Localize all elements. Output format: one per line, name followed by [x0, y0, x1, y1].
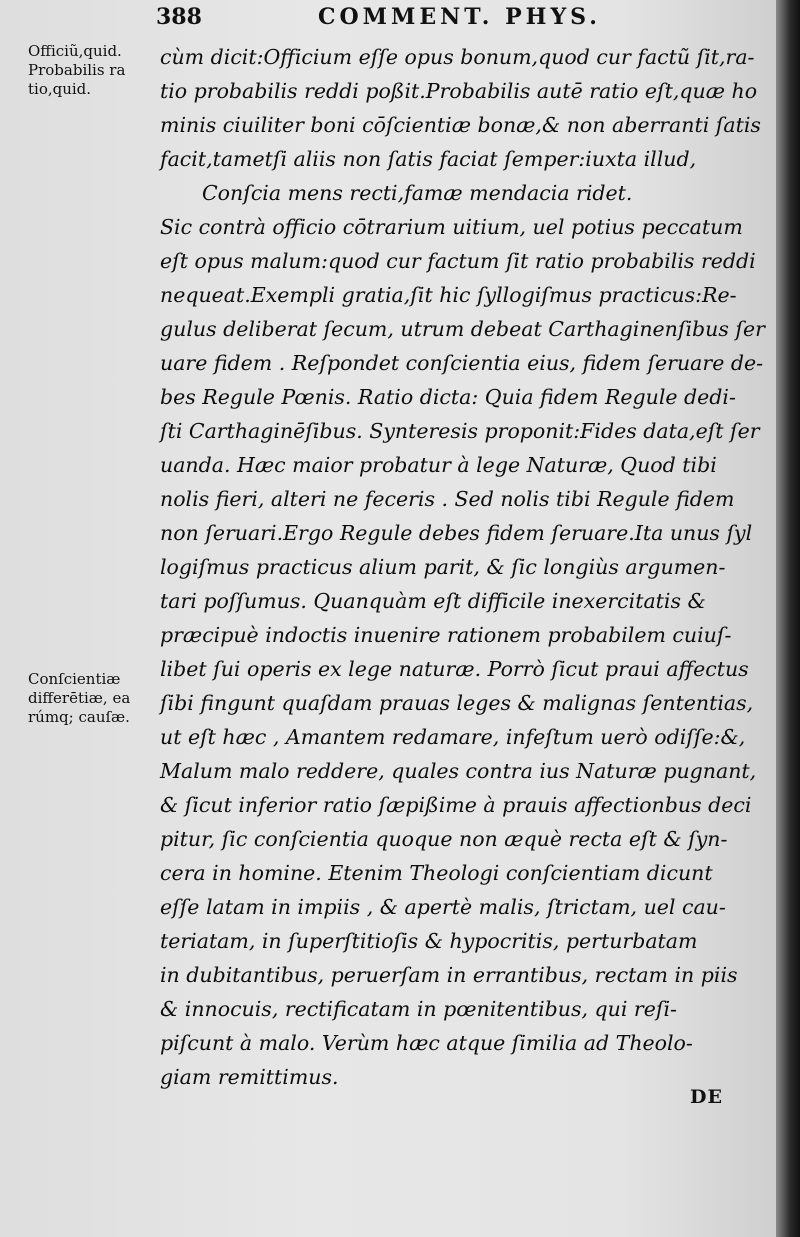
text-line: bes Regule Pœnis. Ratio dicta: Quia fidem Regule dedi-	[160, 385, 736, 409]
text-line: piſcunt à malo. Verùm hæc atque ſimilia ad Theolo-	[160, 1031, 693, 1055]
text-line: pitur, ſic conſcientia quoque non æquè recta eſt & ſyn-	[160, 827, 728, 851]
text-line: uare fidem . Reſpondet conſcientia eius, fidem ſeruare de-	[160, 351, 764, 375]
text-line: teriatam, in ſuperſtitioſis & hypocritis, perturbatam	[160, 929, 698, 953]
text-line: giam remittimus.	[160, 1065, 339, 1089]
text-line: præcipuè indoctis inuenire rationem probabilem cuiuſ-	[160, 623, 732, 647]
text-line: & innocuis, rectificatam in pœnitentibus, qui reſi-	[160, 997, 677, 1021]
text-line: non ſeruari.Ergo Regule debes fidem ſeruare.Ita unus ſyl	[160, 521, 753, 545]
margin-note-line: Conſcientiæ	[28, 670, 121, 688]
margin-note-conscientiae	[28, 670, 168, 727]
margin-note-line: Probabilis ra	[28, 61, 126, 79]
text-line: facit,tametſi aliis non ſatis faciat ſemper:iuxta illud,	[160, 147, 697, 171]
text-line: Sic contrà officio cōtrarium uitium, uel potius peccatum	[160, 215, 743, 239]
running-title: COMMENT. PHYS.	[318, 4, 601, 30]
book-spine-shadow	[776, 0, 800, 1237]
text-line: cùm dicit:Officium eſſe opus bonum,quod cur factũ ſit,ra-	[160, 45, 755, 69]
margin-note-line: rúmq; cauſæ.	[28, 708, 130, 726]
margin-note-line: tio,quid.	[28, 80, 92, 98]
text-line: cera in homine. Etenim Theologi conſcientiam dicunt	[160, 861, 713, 885]
text-line: nequeat.Exempli gratia,ſit hic ſyllogiſmus practicus:Re-	[160, 283, 737, 307]
text-line: & ſicut inferior ratio ſæpißime à prauis affectionbus deci	[160, 793, 752, 817]
page-number: 388	[156, 4, 202, 30]
margin-note-officium	[28, 42, 168, 99]
catchword: DE	[690, 1086, 723, 1108]
text-line: eſt opus malum:quod cur factum ſit ratio probabilis reddi	[160, 249, 756, 273]
margin-note-line: Officiũ,quid.	[28, 42, 122, 60]
running-head	[0, 2, 776, 36]
text-line: libet ſui operis ex lege naturæ. Porrò ſicut praui affectus	[160, 657, 749, 681]
verse-line: Conſcia mens recti,famæ mendacia ridet.	[202, 181, 633, 205]
body-text	[160, 40, 768, 1094]
text-line: gulus deliberat ſecum, utrum debeat Carthaginenſibus ſer	[160, 317, 765, 341]
margin-note-line: differētiæ, ea	[28, 689, 131, 707]
text-line: logiſmus practicus alium parit, & ſic longiùs argumen-	[160, 555, 726, 579]
text-line: ſibi fingunt quaſdam prauas leges & malignas ſententias,	[160, 691, 754, 715]
text-line: tari poſſumus. Quanquàm eſt difficile inexercitatis &	[160, 589, 706, 613]
text-line: ſti Carthaginēſibus. Synteresis proponit:Fides data,eſt ſer	[160, 419, 760, 443]
text-line: ut eſt hæc , Amantem redamare, infeſtum uerò odiſſe:&,	[160, 725, 746, 749]
text-line: tio probabilis reddi poßit.Probabilis autē ratio eſt,quæ ho	[160, 79, 758, 103]
text-line: uanda. Hæc maior probatur à lege Naturæ, Quod tibi	[160, 453, 717, 477]
text-line: eſſe latam in impiis , & apertè malis, ſtrictam, uel cau-	[160, 895, 726, 919]
text-line: minis ciuiliter boni cōſcientiæ bonæ,& non aberranti ſatis	[160, 113, 761, 137]
text-line: in dubitantibus, peruerſam in errantibus, rectam in piis	[160, 963, 738, 987]
text-line: Malum malo reddere, quales contra ius Naturæ pugnant,	[160, 759, 757, 783]
text-line: nolis fieri, alteri ne feceris . Sed nolis tibi Regule fidem	[160, 487, 735, 511]
